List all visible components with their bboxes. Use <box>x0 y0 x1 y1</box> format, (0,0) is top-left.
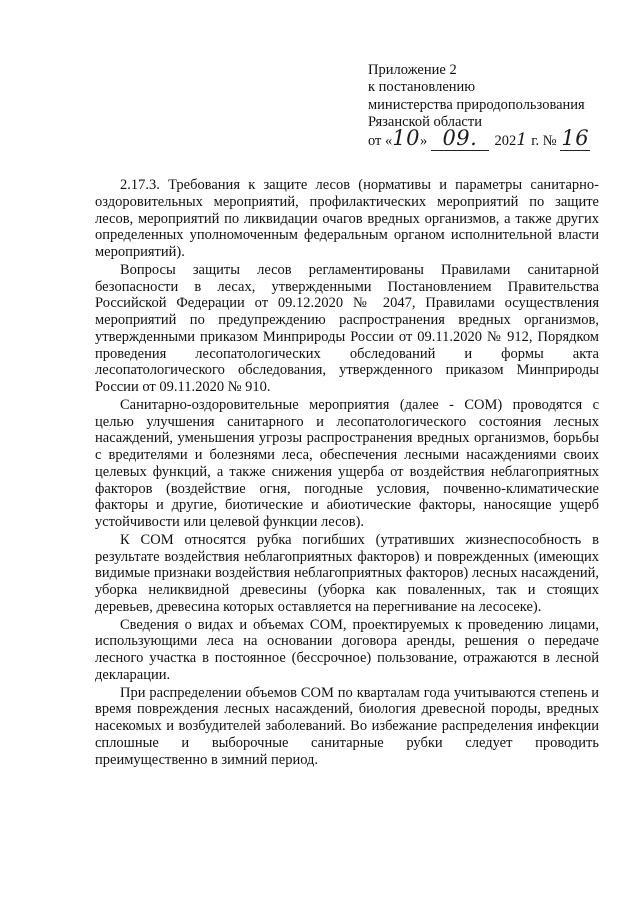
number-blank <box>560 126 590 151</box>
date-number-line: от «10» 09. 2021 г. № 16 <box>368 126 590 151</box>
region-name: Рязанской области <box>368 113 482 130</box>
paragraph-som-scope: К СОМ относятся рубка погибших (утративших жизнеспособность в результате воздействия неблагоприятных факторов) и поврежденных (имеющих видимые признаки воздействия неблагоприятных факторов) лесных насаждений, уборка неликвидной древесины (уборка как поваленных, так и стоящих деревьев, древесина которых оставляется на перегнивание на лесосеке). <box>95 531 599 615</box>
appendix-label: Приложение 2 <box>368 62 457 78</box>
ministry-name: министерства природопользования <box>368 96 585 113</box>
resolution-label: к постановлению <box>368 79 476 96</box>
approval-header <box>368 62 618 151</box>
month-blank <box>431 126 489 151</box>
document-body <box>95 177 599 769</box>
year-suffix: г. № <box>527 133 557 150</box>
handwritten-month: 09. <box>442 126 478 151</box>
paragraph-som-declaration: Сведения о видах и объемах СОМ, проектируемых к проведению лицами, использующими леса на основании договора аренды, решения о передаче лесного участка в постоянное (бессрочное) пользование, отражаются в лесной декларации. <box>95 616 599 683</box>
handwritten-year-digit: 1 <box>516 130 528 151</box>
year-prefix: 202 <box>494 133 517 150</box>
handwritten-number: 16 <box>561 126 590 151</box>
section-heading-paragraph: 2.17.3. Требования к защите лесов (нормативы и параметры санитарно-оздоровительных мероприятий, профилактических мероприятий по защите лесов, мероприятий по ликвидации очагов вредных организмов, а также других определенных уполномоченным федеральным органом исполнительной власти мероприятий). <box>95 177 599 260</box>
paragraph-som-distribution: При распределении объемов СОМ по кварталам года учитываются степень и время повреждения лесных насаждений, биология древесной породы, вредных насекомых и возбудителей заболеваний. Во избежание распределения инфекции сплошные и выборочные санитарные рубки следует проводить преимущественно в зимний период. <box>95 684 599 768</box>
paragraph-som-definition: Санитарно-оздоровительные мероприятия (далее - СОМ) проводятся с целью улучшения санитарного и лесопатологического состояния лесных насаждений, уменьшения угрозы распространения вредных организмов, борьбы с вредителями и болезнями леса, обеспечения лесными насаждениями своих целевых функций, а также снижения ущерба от воздействия неблагоприятных факторов (воздействие огня, погодные условия, почвенно-климатические факторы и другие, биотические и абиотические факторы, наносящие ущерб устойчивости или целевой функции лесов). <box>95 396 599 530</box>
handwritten-day: 10 <box>392 126 421 151</box>
paragraph-regulations: Вопросы защиты лесов регламентированы Правилами санитарной безопасности в лесах, утвержденными Постановлением Правительства Российской Федерации от 09.12.2020 № 2047, Правилами осуществления мероприятий по предупреждению распространения вредных организмов, утвержденными приказом Минприроды России от 09.11.2020 № 912, Порядком проведения лесопатологических обследований и формы акта лесопатологического обследования, утвержденного приказом Минприроды России от 09.11.2020 № 910. <box>95 261 599 395</box>
